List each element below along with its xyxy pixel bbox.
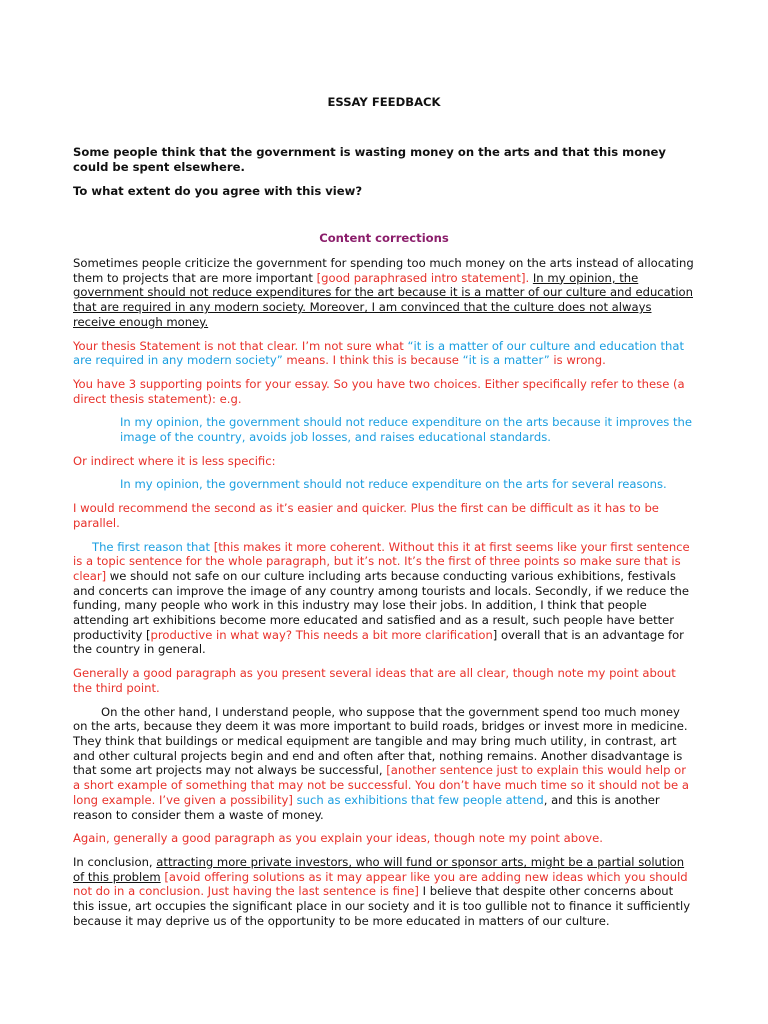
essay-text: I believe that despite other concerns about this issue, art occupies the significant place in our society and it is too gullible not to finance it sufficiently because it may deprive us of the opportunity to be more educated in matters of our culture. <box>73 884 691 928</box>
underlined-text: attracting more private investors, who will fund or sponsor arts, might be a partial solution of this problem <box>73 854 685 884</box>
essay-text: On the other hand, I understand people, who suppose that the government spend too much money on the arts, because they deem it was more important to build roads, bridges or invest more in medicine. They think that buildings or medical equipment are tangible and may bring much utility, in contrast, art and other cultural projects begin and end and often after that, nothing remains. Another disadvantage is that some art projects may not always be successful, <box>73 704 688 778</box>
feedback-indirect: Or indirect where it is less specific: <box>73 453 276 468</box>
thesis-statement: In my opinion, the government should not reduce expenditures for the art because it is a matter of our culture and education that are required in any modern society. Moreover, I am convinced that the culture does not always receive enough money. <box>73 270 693 329</box>
quoted-text: “it is a matter” <box>462 353 550 368</box>
example-indirect-thesis: In my opinion, the government should not reduce expenditure on the arts for several reasons. <box>120 477 667 492</box>
essay-text: Sometimes people criticize the government for spending too much money on the arts instead of allocating them to projects that are more important <box>73 256 694 285</box>
body-paragraph-1: The first reason that [this makes it more coherent. Without this it at first seems like your first sentence is a topic sentence for the whole paragraph, but it’s not. It’s the first of three points so make sure that is clear] we should not safe on our culture including arts because conducting various exhibitions, festivals and concerts can improve the image of any country among tourists and locals. Secondly, if we reduce the funding, many people who work in this industry may lose their jobs. In addition, I think that people attending art exhibitions become more educated and satisfied and as a result, such people have better productivity [productive in what way? This needs a bit more clarification] overall that is an advantage for the country in general. <box>73 539 690 657</box>
body-paragraph-2: On the other hand, I understand people, who suppose that the government spend too much money on the arts, because they deem it was more important to build roads, bridges or invest more in medicine. They think that buildings or medical equipment are tangible and may bring much utility, in contrast, art and other cultural projects begin and end and often after that, nothing remains. Another disadvantage is that some art projects may not always be successful, [another sentence just to explain this would help or a short example of something that may not be successful. You don’t have much time so it should not be a long example. I’ve given a possibility] such as exhibitions that few people attend, and this is another reason to consider them a waste of money. <box>73 704 689 822</box>
essay-question-prompt: To what extent do you agree with this view? <box>73 184 363 198</box>
feedback-comment: [this makes it more coherent. Without this it at first seems like your first sentence is a topic sentence for the whole paragraph, but it’s not. It’s the first of three points so make sure that is clear] <box>73 539 690 583</box>
feedback-recommendation: I would recommend the second as it’s easier and quicker. Plus the first can be difficult as it has to be parallel. <box>73 501 659 530</box>
suggested-text: The first reason that <box>92 539 214 554</box>
feedback-comment: productive in what way? This needs a bit more clarification <box>150 627 493 642</box>
feedback-paragraph-1: Generally a good paragraph as you present several ideas that are all clear, though note my point about the third point. <box>73 666 676 695</box>
feedback-supporting-points: You have 3 supporting points for your essay. So you have two choices. Either specifically refer to these (a direct thesis statement): e.g. <box>73 376 685 406</box>
essay-question: Some people think that the government is wasting money on the arts and that this money could be spent elsewhere. <box>73 145 666 174</box>
feedback-comment: [good paraphrased intro statement]. <box>316 270 530 285</box>
conclusion-paragraph: In conclusion, attracting more private investors, who will fund or sponsor arts, might be a partial solution of this problem [avoid offering solutions as it may appear like you are adding new ideas which you should not do in a conclusion. Just having the last sentence is fine] I believe that despite other concerns about this issue, art occupies the significant place in our society and it is too gullible not to finance it sufficiently because it may deprive us of the opportunity to be more educated in matters of our culture. <box>73 854 691 928</box>
suggested-text: such as exhibitions that few people attend <box>296 792 544 807</box>
quoted-text: “it is a matter of our culture and education that are required in any modern society” <box>73 338 684 368</box>
feedback-thesis: Your thesis Statement is not that clear. I’m not sure what “it is a matter of our culture and education that are required in any modern society” means. I think this is because “it is a matter” is wrong. <box>73 338 684 368</box>
section-heading: Content corrections <box>319 231 449 245</box>
feedback-body <box>73 256 695 937</box>
feedback-comment: [avoid offering solutions as it may appear like you are adding new ideas which you should not do in a conclusion. Just having the last sentence is fine] <box>73 869 688 899</box>
example-direct-thesis: In my opinion, the government should not reduce expenditure on the arts because it improves the image of the country, avoids job losses, and raises educational standards. <box>120 415 693 445</box>
document-title: ESSAY FEEDBACK <box>327 95 441 109</box>
intro-paragraph <box>73 256 695 330</box>
feedback-paragraph-2: Again, generally a good paragraph as you explain your ideas, though note my point above. <box>73 831 603 846</box>
feedback-comment: [another sentence just to explain this would help or a short example of something that may not be successful. You don’t have much time so it should not be a long example. I’ve given a possibility] <box>73 763 689 807</box>
essay-text: we should not safe on our culture including arts because conducting various exhibitions, festivals and concerts can improve the image of any country among tourists and locals. Secondly, if we reduce the funding, many people who work in this industry may lose their jobs. In addition, I think that people attending art exhibitions become more educated and satisfied and as a result, such people have better productivity [ <box>73 568 689 642</box>
